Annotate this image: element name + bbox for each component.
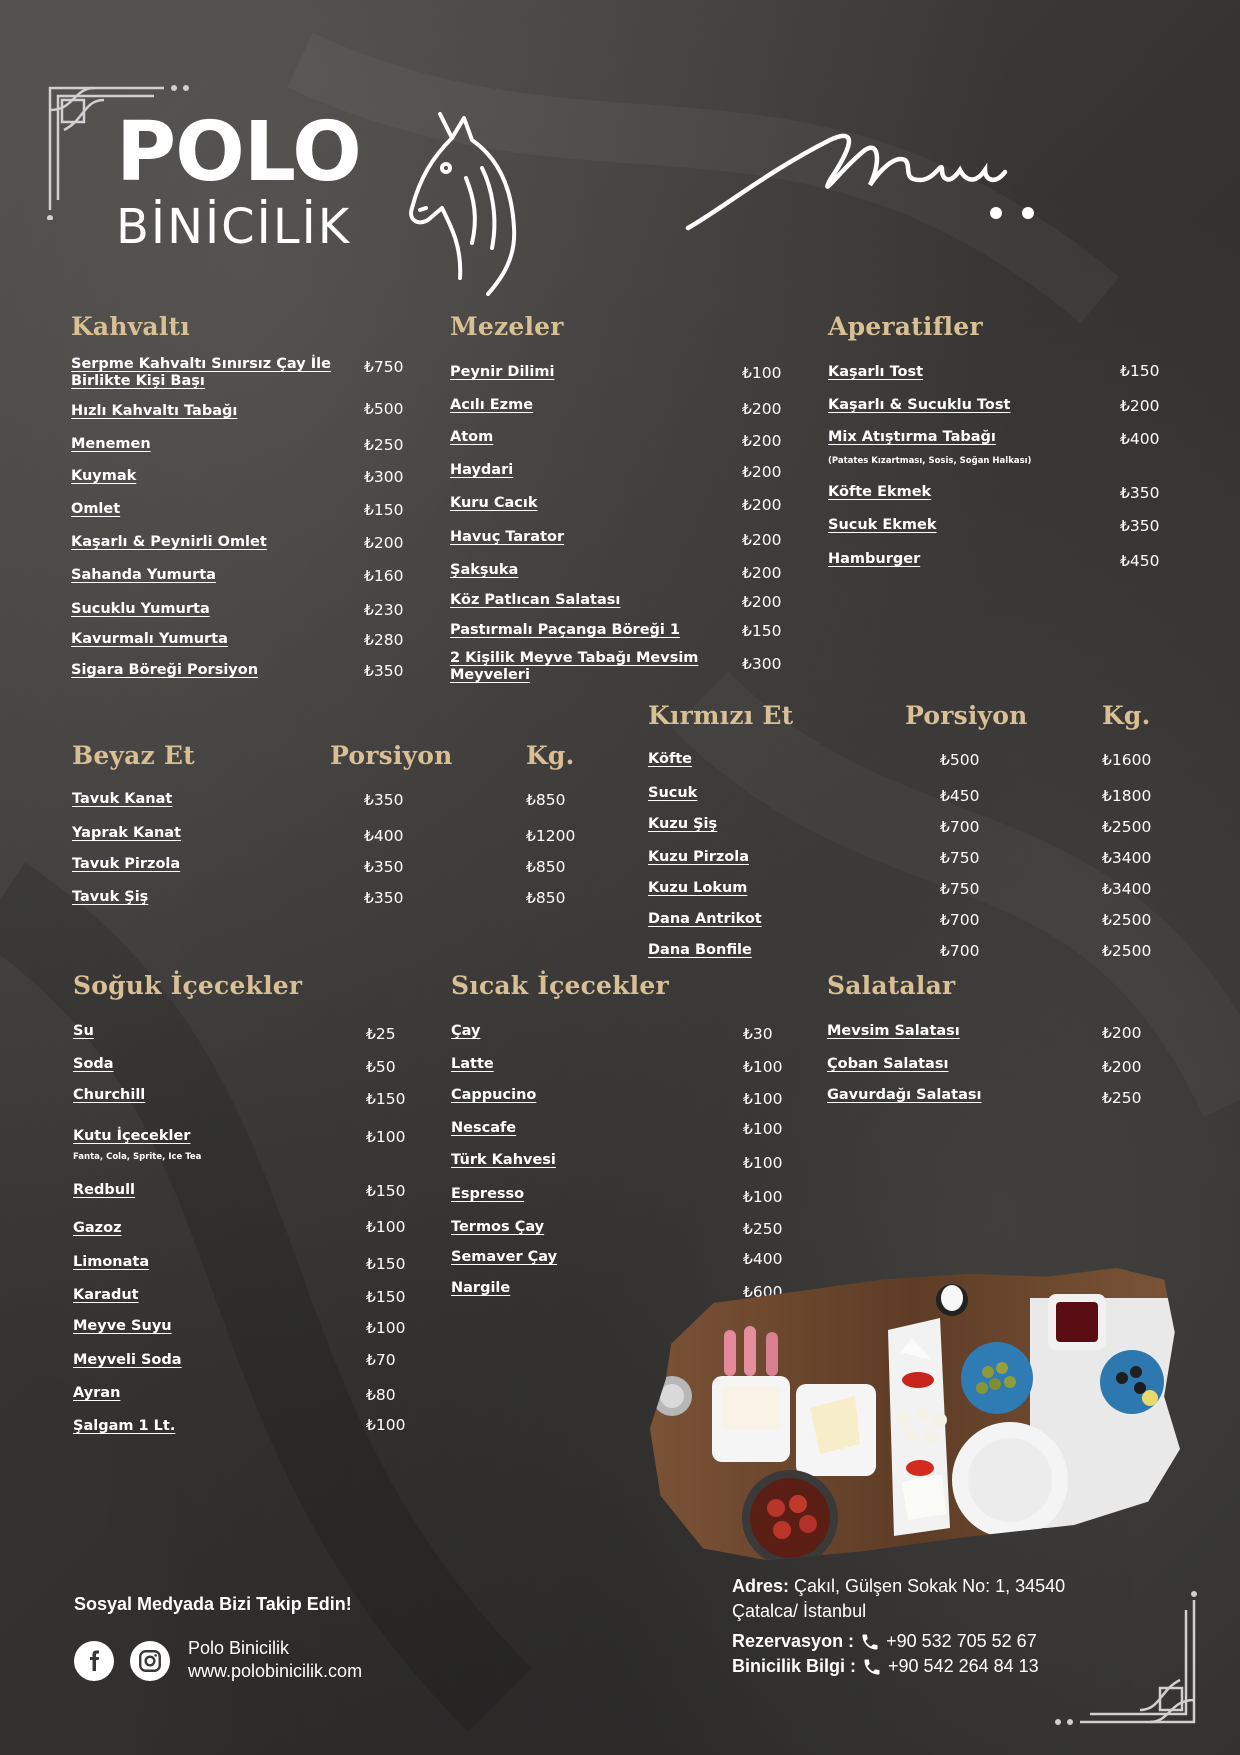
menu-item: Soda	[73, 1056, 114, 1072]
menu-item: Termos Çay	[451, 1219, 545, 1235]
column-header-kg: Kg.	[526, 741, 575, 770]
section-title-kirmizi-et: Kırmızı Et	[648, 701, 794, 730]
menu-item: Dana Antrikot	[648, 911, 762, 927]
reservation-phone[interactable]: +90 532 705 52 67	[886, 1631, 1037, 1651]
menu-item: Sucuklu Yumurta	[71, 601, 210, 617]
item-price: ₺200	[1120, 397, 1160, 415]
item-price: ₺100	[743, 1120, 783, 1138]
social-heading: Sosyal Medyada Bizi Takip Edin!	[74, 1594, 352, 1614]
item-price: ₺100	[743, 1058, 783, 1076]
item-price: ₺150	[742, 622, 782, 640]
menu-item: Peynir Dilimi	[450, 364, 555, 380]
address-line1: Çakıl, Gülşen Sokak No: 1, 34540	[794, 1576, 1066, 1596]
menu-item: Su	[73, 1023, 94, 1039]
menu-item: Sigara Böreği Porsiyon	[71, 662, 259, 678]
menu-item: Hamburger	[828, 551, 921, 567]
item-price-portion: ₺700	[940, 911, 980, 929]
item-price-portion: ₺350	[364, 889, 404, 907]
menu-item: Serpme Kahvaltı Sınırsız Çay İle Birlikte Kişi Başı	[71, 356, 331, 389]
menu-item: Karadut	[73, 1287, 139, 1303]
menu-item: Haydari	[450, 462, 514, 478]
item-price: ₺50	[366, 1058, 396, 1076]
item-price: ₺350	[1120, 484, 1160, 502]
menu-item: Şakşuka	[450, 562, 519, 578]
phone-icon	[862, 1657, 882, 1677]
menu-item: Çay	[451, 1023, 481, 1039]
item-price-kg: ₺3400	[1102, 849, 1152, 867]
menu-item: Limonata	[73, 1254, 150, 1270]
item-price: ₺250	[364, 436, 404, 454]
menu-item: Semaver Çay	[451, 1249, 558, 1265]
item-price-portion: ₺450	[940, 787, 980, 805]
menu-item: Nescafe	[451, 1120, 517, 1136]
item-price: ₺150	[364, 501, 404, 519]
menu-item: Mevsim Salatası	[827, 1023, 960, 1039]
item-price: ₺400	[1120, 430, 1160, 448]
menu-item: Espresso	[451, 1186, 525, 1202]
menu-item: Kuru Cacık	[450, 495, 538, 511]
item-price: ₺280	[364, 631, 404, 649]
menu-item: Ayran	[73, 1385, 121, 1401]
breakfast-photo	[650, 1268, 1180, 1560]
item-price: ₺100	[743, 1154, 783, 1172]
menu-item: Kuzu Şiş	[648, 816, 718, 832]
menu-item: Türk Kahvesi	[451, 1152, 556, 1168]
menu-item: Dana Bonfile	[648, 942, 752, 958]
reservation-row	[732, 1631, 1037, 1652]
item-price: ₺250	[1102, 1089, 1142, 1107]
item-price-kg: ₺2500	[1102, 942, 1152, 960]
menu-item: Havuç Tarator	[450, 529, 565, 545]
section-title-sicak-icecekler: Sıcak İçecekler	[451, 971, 669, 1000]
item-price: ₺750	[364, 358, 404, 376]
column-header-kg: Kg.	[1102, 701, 1151, 730]
menu-item: Tavuk Şiş	[72, 889, 149, 905]
menu-item: Sahanda Yumurta	[71, 567, 216, 583]
menu-item: Meyveli Soda	[73, 1352, 182, 1368]
item-price: ₺80	[366, 1386, 396, 1404]
item-price-portion: ₺400	[364, 827, 404, 845]
brand-logo-top: POLO	[116, 105, 361, 200]
item-price-portion: ₺700	[940, 818, 980, 836]
item-price: ₺200	[1102, 1058, 1142, 1076]
menu-item: Tavuk Pirzola	[72, 856, 181, 872]
section-title-aperatifler: Aperatifler	[828, 312, 983, 341]
menu-item: Churchill	[73, 1087, 146, 1103]
item-price: ₺100	[743, 1090, 783, 1108]
item-price-kg: ₺2500	[1102, 818, 1152, 836]
menu-item: Hızlı Kahvaltı Tabağı	[71, 403, 238, 419]
section-title-soguk-icecekler: Soğuk İçecekler	[73, 971, 303, 1000]
item-price: ₺30	[743, 1025, 773, 1043]
menu-item: Kaşarlı & Sucuklu Tost	[828, 397, 1011, 413]
column-header-portion: Porsiyon	[905, 701, 1028, 730]
instagram-icon[interactable]	[130, 1641, 170, 1681]
menu-item: Mix Atıştırma Tabağı	[828, 429, 996, 445]
menu-item: Nargile	[451, 1280, 511, 1296]
menu-item: Pastırmalı Paçanga Böreği 1	[450, 622, 681, 638]
section-title-kahvalti: Kahvaltı	[71, 312, 190, 341]
riding-info-label: Binicilik Bilgi :	[732, 1656, 857, 1676]
item-price: ₺150	[366, 1255, 406, 1273]
menu-item: Kuzu Lokum	[648, 880, 748, 896]
menu-item: Atom	[450, 429, 494, 445]
riding-info-row	[732, 1656, 1039, 1677]
facebook-icon[interactable]	[74, 1641, 114, 1681]
item-price-portion: ₺700	[940, 942, 980, 960]
item-price: ₺100	[366, 1218, 406, 1236]
item-note: Fanta, Cola, Sprite, Ice Tea	[73, 1152, 202, 1162]
item-price: ₺200	[742, 432, 782, 450]
item-price-portion: ₺350	[364, 791, 404, 809]
item-price: ₺100	[366, 1416, 406, 1434]
item-price: ₺250	[743, 1220, 783, 1238]
menu-item: Acılı Ezme	[450, 397, 534, 413]
item-price-kg: ₺850	[526, 889, 566, 907]
menu-item: Köz Patlıcan Salatası	[450, 592, 621, 608]
item-price: ₺400	[743, 1250, 783, 1268]
menu-item: Redbull	[73, 1182, 136, 1198]
menu-item: Kaşarlı Tost	[828, 364, 924, 380]
menu-item: Cappucino	[451, 1087, 537, 1103]
menu-item: Kuymak	[71, 468, 137, 484]
menu-item: 2 Kişilik Meyve Tabağı Mevsim Meyveleri	[450, 650, 699, 683]
item-price: ₺200	[742, 463, 782, 481]
menu-item: Yaprak Kanat	[72, 825, 182, 841]
item-price: ₺150	[1120, 362, 1160, 380]
menu-item: Latte	[451, 1056, 494, 1072]
phone-icon	[860, 1632, 880, 1652]
item-price-kg: ₺850	[526, 858, 566, 876]
item-price: ₺100	[366, 1319, 406, 1337]
menu-item: Kavurmalı Yumurta	[71, 631, 228, 647]
menu-item: Gavurdağı Salatası	[827, 1087, 982, 1103]
reservation-label: Rezervasyon :	[732, 1631, 855, 1651]
column-header-portion: Porsiyon	[330, 741, 453, 770]
item-price-kg: ₺1800	[1102, 787, 1152, 805]
menu-item: Çoban Salatası	[827, 1056, 949, 1072]
item-price: ₺350	[364, 662, 404, 680]
item-price-kg: ₺2500	[1102, 911, 1152, 929]
item-price: ₺450	[1120, 552, 1160, 570]
item-price: ₺200	[742, 531, 782, 549]
item-price: ₺150	[366, 1182, 406, 1200]
item-price: ₺200	[1102, 1024, 1142, 1042]
menu-item: Kaşarlı & Peynirli Omlet	[71, 534, 267, 550]
menu-item: Omlet	[71, 501, 121, 517]
item-price-portion: ₺750	[940, 880, 980, 898]
item-price: ₺100	[366, 1128, 406, 1146]
item-price: ₺100	[743, 1188, 783, 1206]
address-line2: Çatalca/ İstanbul	[732, 1601, 867, 1621]
item-price-kg: ₺1200	[526, 827, 576, 845]
section-title-salatalar: Salatalar	[827, 971, 956, 1000]
item-price-portion: ₺750	[940, 849, 980, 867]
riding-info-phone[interactable]: +90 542 264 84 13	[888, 1656, 1039, 1676]
menu-item: Meyve Suyu	[73, 1318, 172, 1334]
item-price: ₺200	[364, 534, 404, 552]
menu-item: Sucuk	[648, 785, 698, 801]
item-price: ₺200	[742, 593, 782, 611]
item-price: ₺100	[742, 364, 782, 382]
menu-item: Köfte	[648, 751, 693, 767]
item-price-kg: ₺3400	[1102, 880, 1152, 898]
section-title-beyaz-et: Beyaz Et	[72, 741, 195, 770]
horse-head-icon	[402, 108, 532, 298]
item-price-kg: ₺850	[526, 791, 566, 809]
item-price: ₺500	[364, 400, 404, 418]
item-price: ₺230	[364, 601, 404, 619]
menu-title-script	[680, 110, 1060, 240]
item-price-kg: ₺1600	[1102, 751, 1152, 769]
item-price: ₺150	[366, 1090, 406, 1108]
menu-item: Tavuk Kanat	[72, 791, 173, 807]
item-price: ₺160	[364, 567, 404, 585]
menu-item: Kuzu Pirzola	[648, 849, 750, 865]
item-price: ₺300	[742, 655, 782, 673]
social-name: Polo Binicilik	[188, 1638, 290, 1658]
item-note: (Patates Kızartması, Sosis, Soğan Halkası)	[828, 456, 1032, 466]
item-price: ₺200	[742, 496, 782, 514]
item-price: ₺25	[366, 1025, 396, 1043]
section-title-mezeler: Mezeler	[450, 312, 564, 341]
website-link[interactable]: www.polobinicilik.com	[188, 1661, 363, 1681]
menu-item: Sucuk Ekmek	[828, 517, 937, 533]
item-price: ₺70	[366, 1351, 396, 1369]
item-price: ₺200	[742, 564, 782, 582]
address-block	[732, 1574, 1152, 1624]
item-price: ₺600	[743, 1283, 783, 1301]
item-price: ₺150	[366, 1288, 406, 1306]
menu-item: Köfte Ekmek	[828, 484, 932, 500]
menu-item: Kutu İçecekler	[73, 1128, 191, 1144]
menu-item: Gazoz	[73, 1220, 122, 1236]
item-price-portion: ₺500	[940, 751, 980, 769]
menu-item: Menemen	[71, 436, 151, 452]
item-price: ₺200	[742, 400, 782, 418]
menu-item: Şalgam 1 Lt.	[73, 1418, 176, 1434]
brand-logo-bottom: BİNİCİLİK	[116, 199, 352, 255]
item-price-portion: ₺350	[364, 858, 404, 876]
item-price: ₺300	[364, 468, 404, 486]
address-label: Adres:	[732, 1576, 790, 1596]
item-price: ₺350	[1120, 517, 1160, 535]
